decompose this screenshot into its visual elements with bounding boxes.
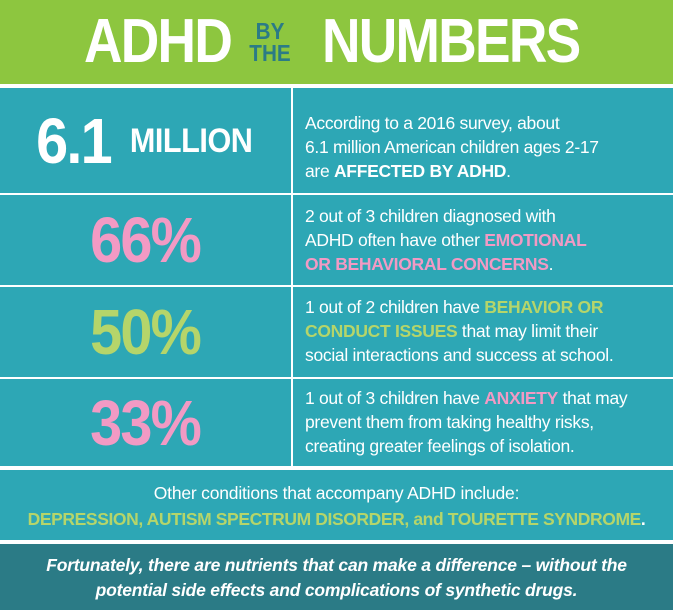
title-by: BY <box>255 18 285 44</box>
highlight-behavioral: OR BEHAVIORAL CONCERNS <box>305 254 549 274</box>
conditions-text: DEPRESSION, AUTISM SPECTRUM DISORDER, <box>27 509 409 529</box>
stat-description-4 <box>305 386 665 458</box>
highlight-emotional: EMOTIONAL <box>484 230 587 250</box>
desc-line <box>305 252 665 276</box>
highlight-affected: AFFECTED BY ADHD <box>333 161 507 181</box>
desc-line <box>305 228 665 252</box>
desc-text: 6.1 million American children ages 2-17 <box>305 137 599 157</box>
desc-text: prevent them from taking healthy risks, <box>305 412 594 432</box>
stat-number-4 <box>0 379 291 466</box>
desc-text: 1 out of 3 children have <box>305 388 485 408</box>
desc-line <box>305 410 665 434</box>
title-banner <box>0 0 673 84</box>
other-conditions-list <box>0 509 673 530</box>
desc-text: 2 out of 3 children diagnosed with <box>305 206 556 226</box>
stat-number-2 <box>0 195 291 285</box>
column-divider <box>291 88 293 466</box>
desc-line <box>305 159 665 183</box>
desc-line <box>305 295 665 319</box>
title-word-adhd: ADHD <box>84 7 232 76</box>
stat-description-3 <box>305 295 665 367</box>
footer-banner <box>0 544 673 610</box>
stat-number-1 <box>0 88 291 193</box>
desc-text: social interactions and success at school. <box>305 345 614 365</box>
stat-value: 50% <box>90 296 201 368</box>
highlight-behavior: BEHAVIOR OR <box>484 297 604 317</box>
desc-text: ADHD often have other <box>305 230 485 250</box>
conditions-period: . <box>640 509 646 529</box>
stat-value: 6.1 <box>36 104 111 177</box>
other-conditions-panel <box>0 470 673 540</box>
desc-text: are <box>305 161 334 181</box>
highlight-anxiety: ANXIETY <box>484 388 559 408</box>
footer-text <box>10 553 663 603</box>
desc-line <box>305 386 665 410</box>
title-word-numbers: NUMBERS <box>322 7 580 76</box>
highlight-conduct: CONDUCT ISSUES <box>305 321 458 341</box>
desc-text: . <box>548 254 554 274</box>
desc-line <box>305 343 665 367</box>
desc-text: creating greater feelings of isolation. <box>305 436 575 456</box>
title-by-the <box>250 20 291 64</box>
stat-unit: MILLION <box>129 121 253 160</box>
title-the: THE <box>249 40 292 66</box>
stat-number-3 <box>0 287 291 377</box>
desc-line <box>305 204 665 228</box>
desc-text: that may <box>558 388 628 408</box>
footer-line-2: potential side effects and complications of synthetic drugs. <box>95 580 578 600</box>
desc-line <box>305 434 665 458</box>
stat-description-2 <box>305 204 665 276</box>
condition-tourette: TOURETTE SYNDROME <box>447 509 641 529</box>
desc-line <box>305 135 665 159</box>
stat-value: 33% <box>90 386 201 459</box>
desc-text: 1 out of 2 children have <box>305 297 485 317</box>
stat-value: 66% <box>90 204 201 276</box>
other-conditions-intro: Other conditions that accompany ADHD include: <box>153 483 520 503</box>
footer-line-1: Fortunately, there are nutrients that can make a difference – without the <box>46 555 627 575</box>
desc-text: . <box>506 161 511 181</box>
desc-text: that may limit their <box>457 321 598 341</box>
desc-line <box>305 319 665 343</box>
stat-description-1 <box>305 111 665 183</box>
conditions-and: and <box>408 509 448 529</box>
desc-text: According to a 2016 survey, about <box>305 113 560 133</box>
desc-line <box>305 111 665 135</box>
